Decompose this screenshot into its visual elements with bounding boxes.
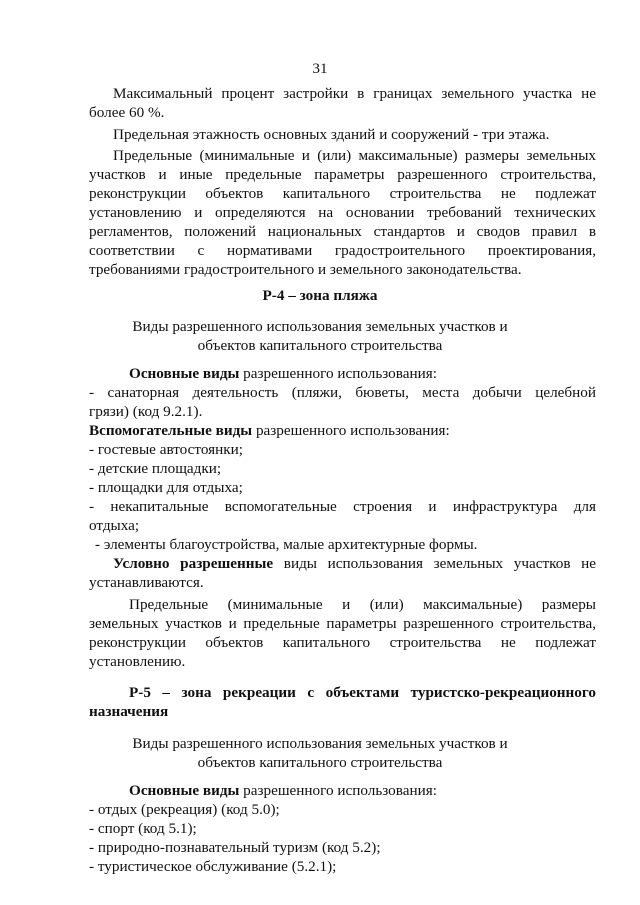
section-heading-p5-cont: назначения bbox=[89, 703, 169, 720]
list-item: - спорт (код 5.1); bbox=[89, 820, 197, 837]
page-number: 31 bbox=[312, 60, 328, 77]
main-uses-line bbox=[129, 364, 636, 383]
text-line: земельных участков и предельные параметры разрешенного строительства, bbox=[89, 615, 596, 632]
list-item: отдыха; bbox=[89, 517, 140, 534]
list-item: - гостевые автостоянки; bbox=[89, 441, 243, 458]
list-item: - туристическое обслуживание (5.2.1); bbox=[89, 858, 337, 875]
list-item: - элементы благоустройства, малые архитектурные формы. bbox=[95, 536, 478, 553]
list-item: грязи) (код 9.2.1). bbox=[89, 403, 203, 420]
main-uses-rest: разрешенного использования: bbox=[239, 782, 437, 799]
text-line: более 60 %. bbox=[89, 104, 165, 121]
text-line: установлению. bbox=[89, 653, 186, 670]
main-uses-label: Основные виды bbox=[129, 365, 240, 382]
text-line: Максимальный процент застройки в границах земельного участка не bbox=[113, 85, 596, 102]
list-item: - некапитальные вспомогательные строения и инфраструктура для bbox=[89, 498, 596, 515]
conditional-uses-rest: виды использования земельных участков не bbox=[273, 555, 596, 572]
main-uses-line bbox=[129, 781, 636, 800]
main-uses-rest: разрешенного использования: bbox=[239, 365, 437, 382]
aux-uses-line bbox=[89, 421, 596, 440]
text-line: регламентов, положений национальных стандартов и сводов правил в bbox=[89, 223, 596, 240]
subheading-line: Виды разрешенного использования земельных участков и bbox=[132, 735, 508, 752]
list-item: - детские площадки; bbox=[89, 460, 222, 477]
text-line: Предельные (минимальные и (или) максимальные) размеры земельных bbox=[113, 147, 596, 164]
list-item: - отдых (рекреация) (код 5.0); bbox=[89, 801, 280, 818]
aux-uses-rest: разрешенного использования: bbox=[252, 422, 450, 439]
section-heading-p4: Р-4 – зона пляжа bbox=[262, 287, 378, 304]
text-line: реконструкции объектов капитального строительства не подлежат bbox=[89, 185, 596, 202]
list-item: - площадки для отдыха; bbox=[89, 479, 243, 496]
text-line: участков и иные предельные параметры разрешенного строительства, bbox=[89, 166, 596, 183]
text-line: Предельные (минимальные и (или) максимальные) размеры bbox=[129, 596, 596, 613]
text-line: устанавливаются. bbox=[89, 574, 204, 591]
subheading-line: объектов капитального строительства bbox=[197, 754, 443, 771]
section-heading-p5: Р-5 – зона рекреации с объектами туристско-рекреационного bbox=[129, 684, 596, 701]
list-item: - санаторная деятельность (пляжи, бюветы, места добычи целебной bbox=[89, 384, 596, 401]
list-item: - природно-познавательный туризм (код 5.2); bbox=[89, 839, 381, 856]
conditional-uses-label: Условно разрешенные bbox=[113, 555, 274, 572]
subheading-line: Виды разрешенного использования земельных участков и bbox=[132, 318, 508, 335]
text-line: реконструкции объектов капитального строительства не подлежат bbox=[89, 634, 596, 651]
text-line: установлению и определяются на основании требований технических bbox=[89, 204, 596, 221]
subheading-line: объектов капитального строительства bbox=[197, 337, 443, 354]
text-line: Предельная этажность основных зданий и сооружений - три этажа. bbox=[113, 126, 550, 143]
text-line: соответствии с нормативами градостроительного проектирования, bbox=[89, 242, 596, 259]
main-uses-label: Основные виды bbox=[129, 782, 240, 799]
aux-uses-label: Вспомогательные виды bbox=[89, 422, 253, 439]
conditional-uses-line bbox=[113, 554, 596, 573]
text-line: требованиями градостроительного и земельного законодательства. bbox=[89, 261, 522, 278]
